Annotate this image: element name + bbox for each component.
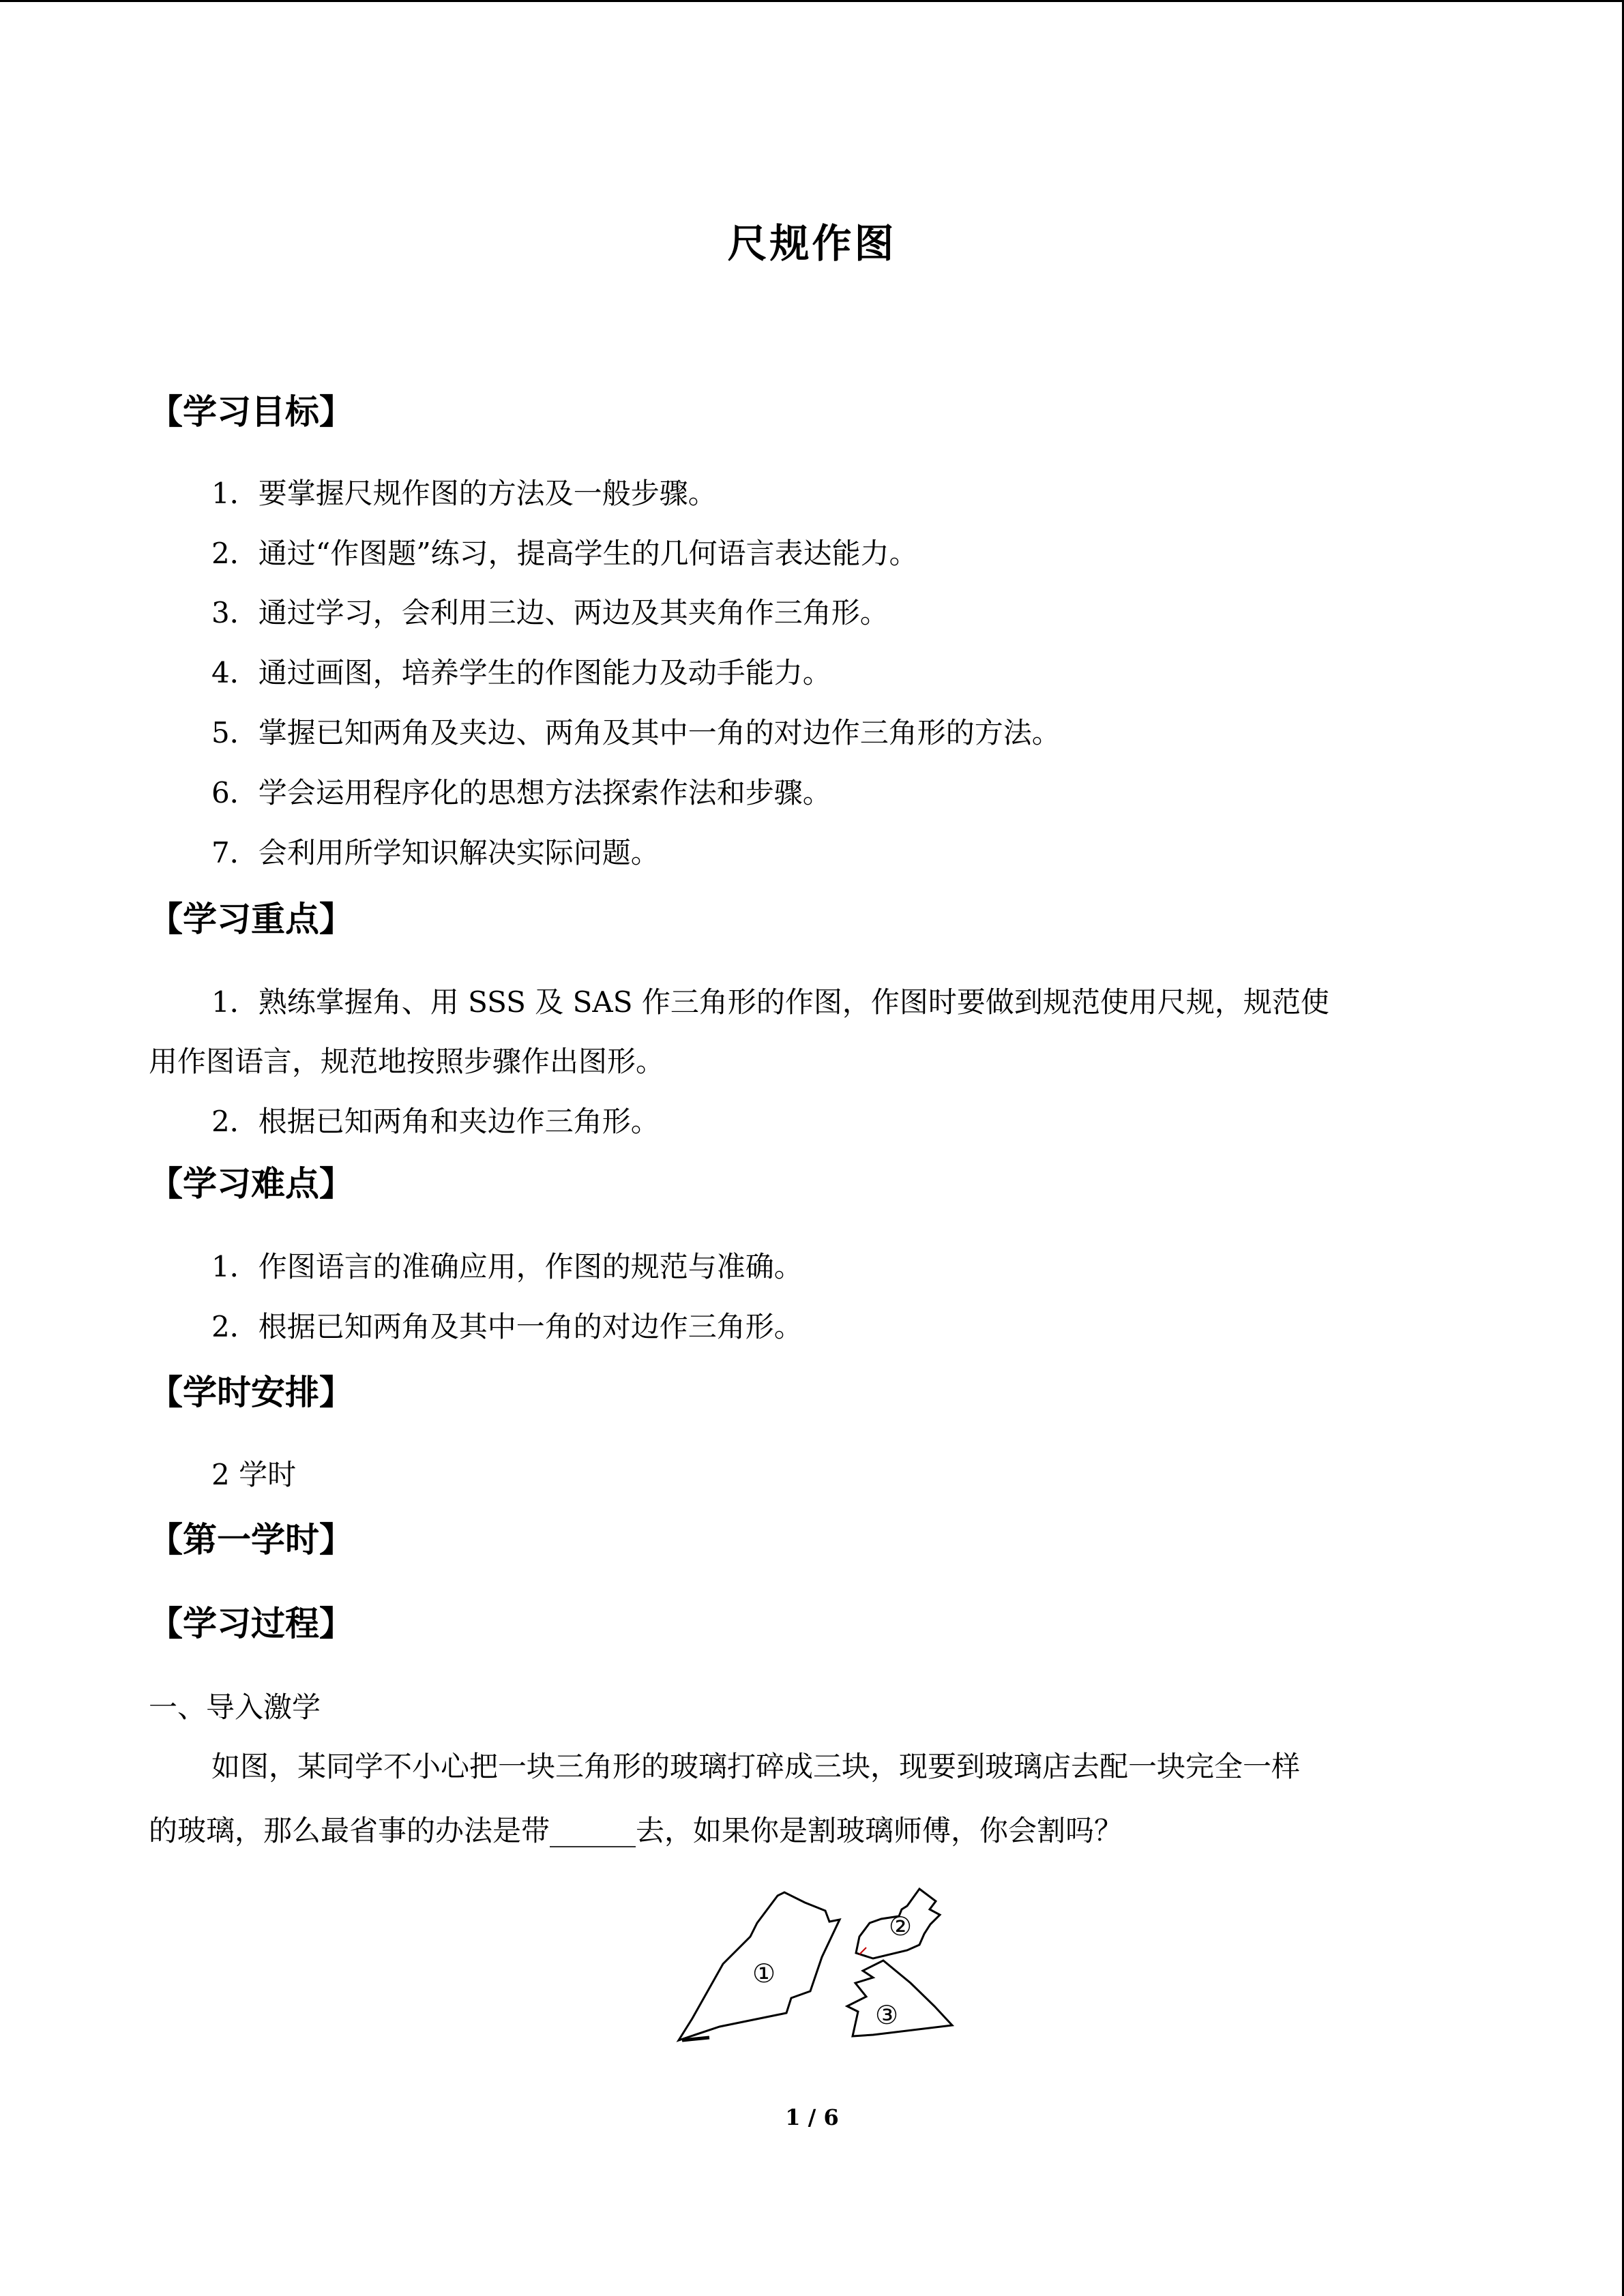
key-point-item-2: 2．根据已知两角和夹边作三角形。 [211,1105,660,1138]
process-subheading: 一、导入激学 [149,1690,321,1724]
schedule-text: 2 学时 [211,1458,297,1491]
difficulty-item-1: 1．作图语言的准确应用，作图的规范与准确。 [211,1250,803,1283]
objective-item-4: 4．通过画图，培养学生的作图能力及动手能力。 [211,656,831,689]
objective-item-7: 7．会利用所学知识解决实际问题。 [211,836,660,869]
intro-paragraph-line-1: 如图，某同学不小心把一块三角形的玻璃打碎成三块，现要到玻璃店去配一块完全一样 [211,1750,1301,1783]
heading-schedule: 【学时安排】 [149,1373,353,1412]
difficulty-item-2: 2．根据已知两角及其中一角的对边作三角形。 [211,1310,803,1343]
objective-item-6: 6．学会运用程序化的思想方法探索作法和步骤。 [211,776,831,809]
broken-glass-figure [668,1882,1023,2087]
key-point-item-1-line-2: 用作图语言，规范地按照步骤作出图形。 [149,1045,665,1078]
heading-objectives: 【学习目标】 [149,392,353,432]
key-point-item-1-line-1: 1．熟练掌握角、用 SSS 及 SAS 作三角形的作图，作图时要做到规范使用尺规，规范使 [211,985,1329,1019]
heading-key-points: 【学习重点】 [149,899,353,939]
objective-item-5: 5．掌握已知两角及夹边、两角及其中一角的对边作三角形的方法。 [211,716,1061,749]
glass-label-2: ② [888,1911,913,1941]
glass-piece-3 [847,1960,952,2036]
heading-process: 【学习过程】 [149,1604,353,1643]
objective-item-1: 1．要掌握尺规作图的方法及一般步骤。 [211,477,717,510]
objective-item-2: 2．通过“作图题”练习，提高学生的几何语言表达能力。 [211,537,918,570]
objective-item-3: 3．通过学习，会利用三边、两边及其夹角作三角形。 [211,596,889,629]
heading-difficulties: 【学习难点】 [149,1164,353,1204]
page-title: 尺规作图 [727,220,897,267]
glass-label-1: ① [752,1958,776,1988]
glass-label-3: ③ [874,2000,899,2030]
page-number: 1 / 6 [785,2104,839,2130]
intro-paragraph-line-2: 的玻璃，那么最省事的办法是带______去，如果你是割玻璃师傅，你会割吗？ [149,1814,1123,1847]
heading-first-period: 【第一学时】 [149,1520,353,1560]
